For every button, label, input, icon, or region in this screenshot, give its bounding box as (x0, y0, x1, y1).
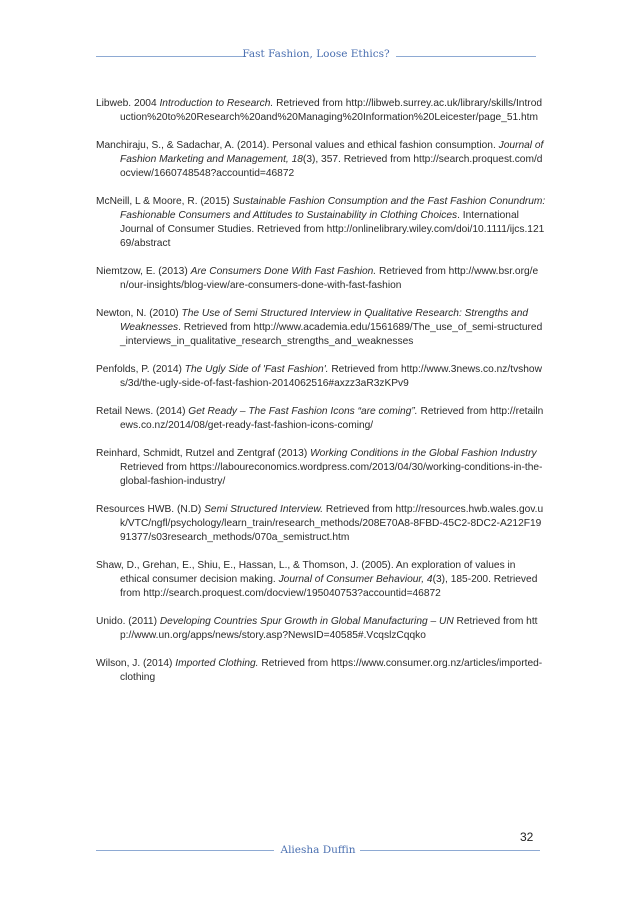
reference-entry: Niemtzow, E. (2013) Are Consumers Done With Fast Fashion. Retrieved from http://www.bsr.org/en/our-insights/blog-view/are-consumers-done-with-fast-fashion (96, 266, 539, 291)
reference-url: http://search.proquest.com/docview/1660748548?accountid=46872 (120, 154, 543, 179)
reference-url: http://onlinelibrary.wiley.com/doi/10.1111/ijcs.12169/abstract (120, 224, 545, 249)
reference-entry: Reinhard, Schmidt, Rutzel and Zentgraf (2013) Working Conditions in the Global Fashion Industry Retrieved from https://laboureconomics.wordpress.com/2013/04/30/working-conditions-in-the-global-fashion-industry/ (96, 448, 543, 487)
header-title: Fast Fashion, Loose Ethics? (242, 48, 390, 60)
page-footer (96, 840, 540, 860)
reference-entry: Newton, N. (2010) The Use of Semi Structured Interview in Qualitative Research: Strengths and Weaknesses. Retrieved from http://www.academia.edu/1561689/The_use_of_semi-structured_interviews_in_qualitative_research_strengths_and_weaknesses (96, 308, 543, 347)
header-rule-right (396, 56, 536, 57)
reference-entry: Manchiraju, S., & Sadachar, A. (2014). Personal values and ethical fashion consumption. Journal of Fashion Marketing and Management, 18(3), 357. Retrieved from http://search.proquest.com/docview/1660748548?accountid=46872 (96, 140, 544, 179)
reference-url: http://retailnews.co.nz/2014/08/get-ready-fast-fashion-icons-coming/ (120, 406, 544, 431)
reference-entry: Penfolds, P. (2014) The Ugly Side of 'Fast Fashion'. Retrieved from http://www.3news.co.nz/tvshows/3d/the-ugly-side-of-fast-fashion-2014062516#axzz3aR3zKPv9 (96, 364, 542, 389)
reference-entry: Shaw, D., Grehan, E., Shiu, E., Hassan, L., & Thomson, J. (2005). An exploration of values in ethical consumer decision making. Journal of Consumer Behaviour, 4(3), 185-200. Retrieved from http://search.proquest.com/docview/195040753?accountid=46872 (96, 560, 538, 599)
reference-url: http://libweb.surrey.ac.uk/library/skills/Introduction%20to%20Research%20and%20Managing%20Information%20Leicester/page_51.htm (120, 98, 543, 123)
reference-url: https://laboureconomics.wordpress.com/2013/04/30/working-conditions-in-the-global-fashion-industry/ (120, 462, 543, 487)
reference-entry: Wilson, J. (2014) Imported Clothing. Retrieved from https://www.consumer.org.nz/articles/imported-clothing (96, 658, 543, 683)
page-header (96, 46, 536, 66)
reference-url: http://search.proquest.com/docview/195040753?accountid=46872 (143, 588, 441, 599)
reference-entry: Unido. (2011) Developing Countries Spur Growth in Global Manufacturing – UN Retrieved from http://www.un.org/apps/news/story.asp?NewsID=40585#.VcqslzCqqko (96, 616, 538, 641)
reference-entry: Libweb. 2004 Introduction to Research. Retrieved from http://libweb.surrey.ac.uk/library/skills/Introduction%20to%20Research%20and%20Managing%20Information%20Leicester/page_51.htm (96, 98, 543, 123)
reference-entry: Resources HWB. (N.D) Semi Structured Interview. Retrieved from http://resources.hwb.wales.gov.uk/VTC/ngfl/psychology/learn_train/research_methods/208E70A8-8FBD-45C2-8DC2-A212F1991377/s03research_methods/070a_semistruct.htm (96, 504, 544, 543)
reference-url: http://www.un.org/apps/news/story.asp?NewsID=40585#.VcqslzCqqko (120, 616, 538, 641)
reference-url: http://www.3news.co.nz/tvshows/3d/the-ugly-side-of-fast-fashion-2014062516#axzz3aR3zKPv9 (120, 364, 542, 389)
footer-author: Aliesha Duffin (280, 844, 356, 856)
reference-entry: Retail News. (2014) Get Ready – The Fast Fashion Icons “are coming”. Retrieved from http://retailnews.co.nz/2014/08/get-ready-fast-fashion-icons-coming/ (96, 406, 544, 431)
reference-url: http://www.academia.edu/1561689/The_use_of_semi-structured_interviews_in_qualitative_research_strengths_and_weaknesses (120, 322, 543, 347)
footer-rule-right (360, 850, 540, 851)
reference-list (96, 97, 546, 699)
reference-url: https://www.consumer.org.nz/articles/imported-clothing (120, 658, 543, 683)
reference-url: http://resources.hwb.wales.gov.uk/VTC/ngfl/psychology/learn_train/research_methods/208E70A8-8FBD-45C2-8DC2-A212F1991377/s03research_methods/070a_semistruct.htm (120, 504, 544, 543)
page-number: 32 (520, 830, 534, 844)
reference-url: http://www.bsr.org/en/our-insights/blog-view/are-consumers-done-with-fast-fashion (120, 266, 539, 291)
reference-entry: McNeill, L & Moore, R. (2015) Sustainable Fashion Consumption and the Fast Fashion Conundrum: Fashionable Consumers and Attitudes to Sustainability in Clothing Choices. International Journal of Consumer Studies. Retrieved from http://onlinelibrary.wiley.com/doi/10.1111/ijcs.12169/abstract (96, 196, 546, 249)
